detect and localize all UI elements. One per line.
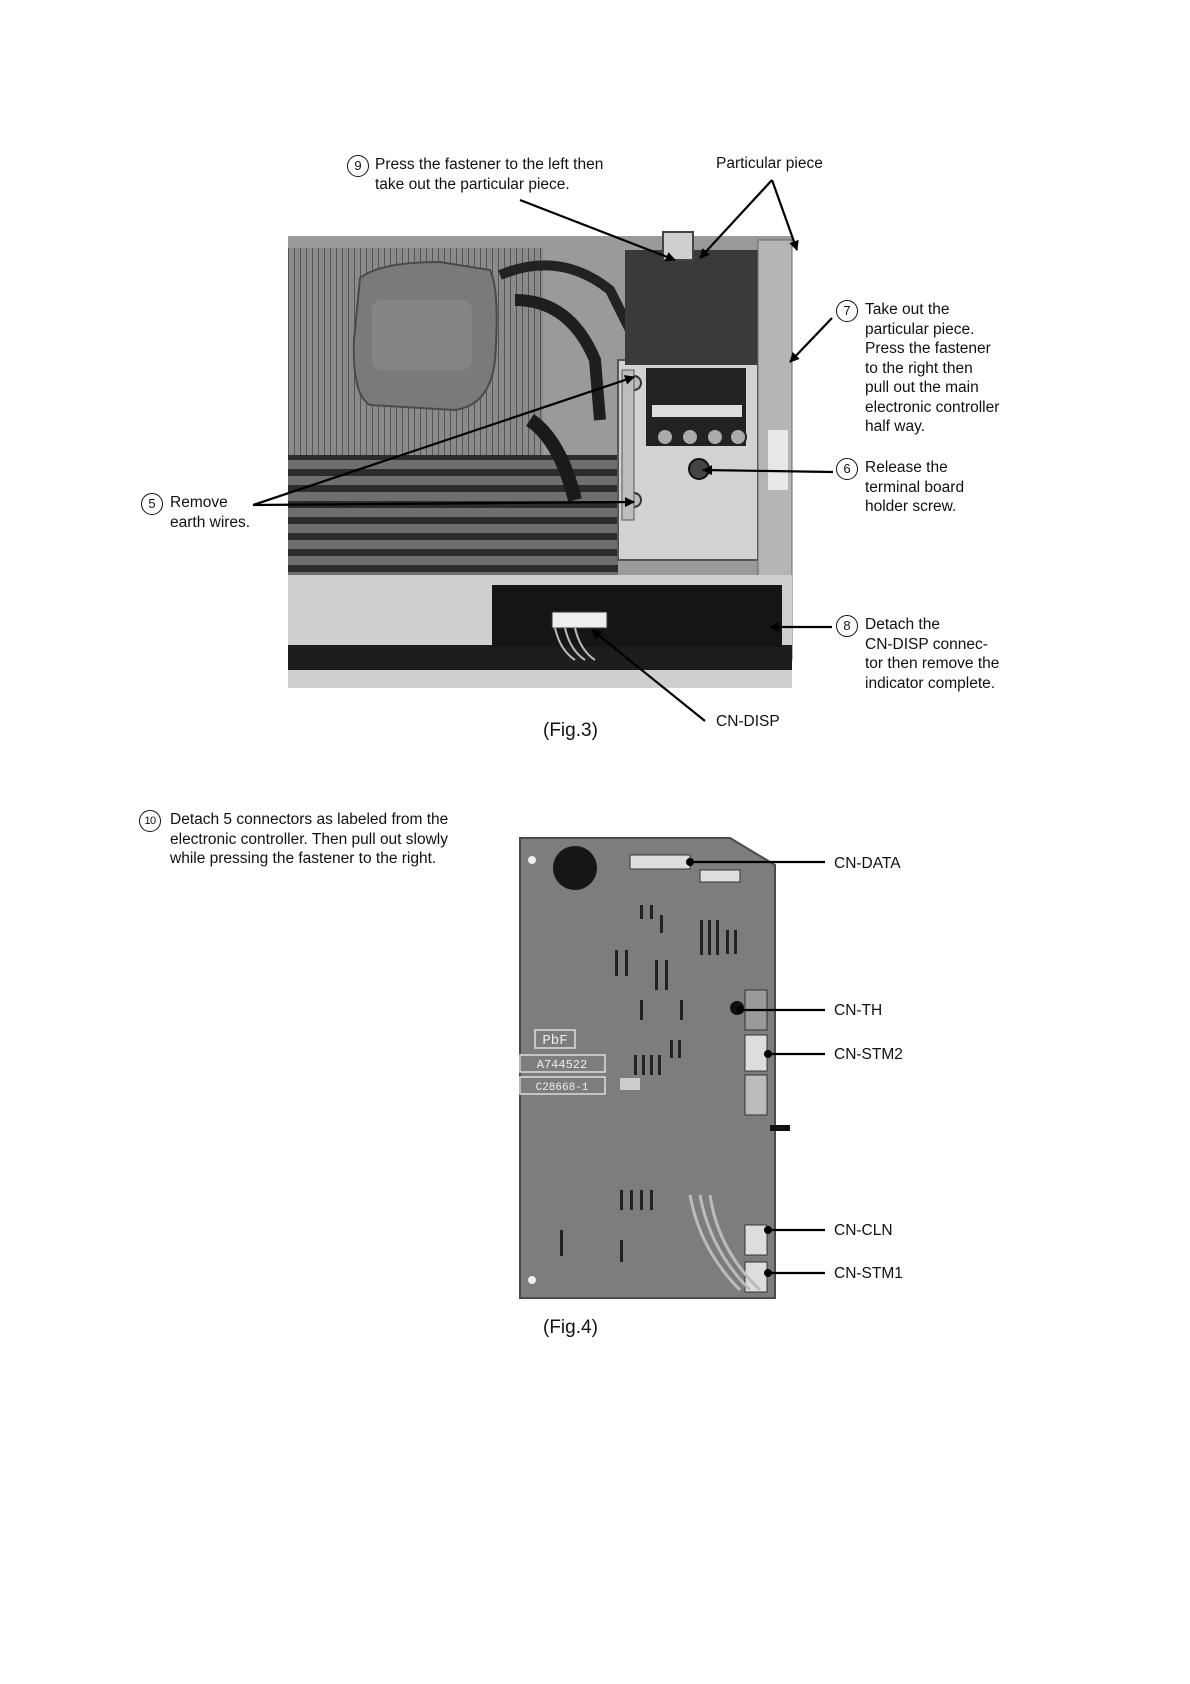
step-8-line: indicator complete.	[865, 674, 996, 692]
step-8-number: 8	[836, 615, 858, 637]
cn-data-label: CN-DATA	[834, 855, 901, 872]
step-10-number: 10	[139, 810, 161, 832]
terminal-number: 4	[735, 417, 741, 427]
figure-4-caption: (Fig.4)	[543, 1317, 598, 1338]
figure-3-caption: (Fig.3)	[543, 720, 598, 741]
particular-piece-label: Particular piece	[716, 155, 823, 172]
step-7-number: 7	[836, 300, 858, 322]
step-8-line: CN-DISP connec-	[865, 635, 988, 653]
step-6-line: terminal board	[865, 478, 965, 496]
step-7-line: particular piece.	[865, 320, 975, 338]
step-7-line: Press the fastener	[865, 340, 991, 357]
terminal-number: 3	[711, 417, 717, 427]
step-7-line: to the right then	[865, 359, 973, 377]
step-10-line: while pressing the fastener to the right.	[170, 850, 437, 867]
step-10-line: electronic controller. Then pull out slowly	[170, 830, 448, 848]
board-code-1: A744522	[536, 1058, 588, 1072]
step-8-line: tor then remove the	[865, 655, 1000, 672]
step-5-line: Remove	[170, 494, 228, 511]
cn-cln-label: CN-CLN	[834, 1222, 893, 1239]
step-5-number: 5	[141, 493, 163, 515]
step-7-line: half way.	[865, 418, 926, 435]
step-8-line: Detach the	[865, 616, 940, 633]
step-9-number: 9	[347, 155, 369, 177]
step-9-line: Press the fastener to the left then	[375, 156, 604, 173]
step-10-line: Detach 5 connectors as labeled from the	[170, 811, 449, 828]
cn-stm1-label: CN-STM1	[834, 1265, 903, 1282]
step-7-line: Take out the	[865, 301, 950, 318]
pbf-marking: PbF	[542, 1033, 568, 1049]
step-6-number: 6	[836, 458, 858, 480]
step-6-line: Release the	[865, 459, 948, 476]
step-6-line: holder screw.	[865, 498, 957, 515]
cn-stm2-label: CN-STM2	[834, 1046, 903, 1063]
cn-disp-label: CN-DISP	[716, 713, 780, 730]
step-7-line: pull out the main	[865, 379, 979, 396]
step-5-line: earth wires.	[170, 513, 251, 531]
board-code-2: C28668-1	[535, 1082, 589, 1094]
terminal-number: 1	[664, 417, 670, 427]
terminal-number: 2	[687, 417, 693, 427]
step-9-line: take out the particular piece.	[375, 175, 570, 193]
cn-th-label: CN-TH	[834, 1002, 883, 1019]
step-7-line: electronic controller	[865, 398, 1000, 416]
